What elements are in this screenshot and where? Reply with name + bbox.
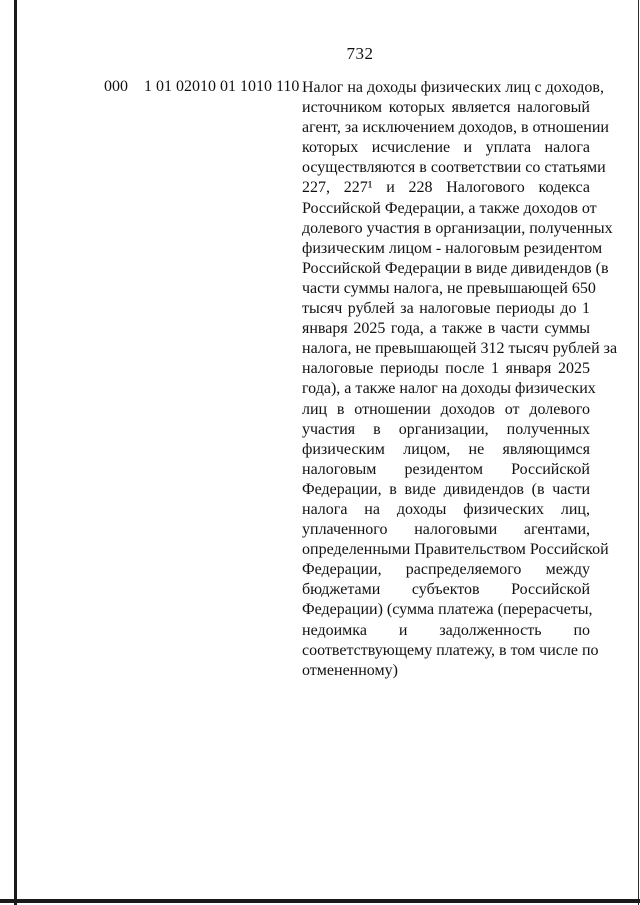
- budget-classification-code: 1 01 02010 01 1010 110: [144, 78, 300, 95]
- description-line: которых исчисление и уплата налога: [302, 139, 590, 157]
- description-line: Федерации, в виде дивидендов (в части: [302, 480, 590, 498]
- description-line: соответствующему платежу, в том числе по: [302, 641, 599, 659]
- description-line: уплаченного налоговыми агентами,: [302, 521, 590, 539]
- description-line: налоговым резидентом Российской: [302, 460, 590, 478]
- description-line: тысяч рублей за налоговые периоды до 1: [302, 300, 590, 318]
- description-line: долевого участия в организации, полученных: [302, 219, 613, 237]
- description-line: лиц в отношении доходов от долевого: [302, 400, 590, 418]
- description-line: отмененному): [302, 661, 398, 679]
- description-line: налога на доходы физических лиц,: [302, 500, 590, 518]
- scan-border-right: [638, 0, 639, 905]
- description-line: физическим лицом - налоговым резидентом: [302, 239, 603, 257]
- description-line: 227, 227¹ и 228 Налогового кодекса: [302, 179, 590, 197]
- page-number: 732: [346, 44, 374, 63]
- description-line: Федерации) (сумма платежа (перерасчеты,: [302, 601, 593, 619]
- description-line: определенными Правительством Российской: [302, 541, 609, 559]
- description-line: агент, за исключением доходов, в отношении: [302, 119, 609, 137]
- description-line: физическим лицом, не являющимся: [302, 440, 590, 458]
- description-line: года), а также налог на доходы физических: [302, 380, 596, 398]
- description-line: участия в организации, полученных: [302, 420, 590, 438]
- income-description: [302, 78, 618, 681]
- description-line: бюджетами субъектов Российской: [302, 581, 590, 599]
- description-line: осуществляются в соответствии со статьями: [302, 159, 606, 177]
- description-line: Федерации, распределяемого между: [302, 561, 590, 579]
- description-line: Налог на доходы физических лиц с доходов,: [302, 79, 604, 96]
- description-line: января 2025 года, а также в части суммы: [302, 320, 590, 338]
- description-line: Российской Федерации в виде дивидендов (в: [302, 259, 609, 277]
- description-line: недоимка и задолженность по: [302, 621, 590, 639]
- description-line: части суммы налога, не превышающей 650: [302, 279, 596, 297]
- description-line: налоговые периоды после 1 января 2025: [302, 360, 590, 378]
- scan-border-left: [14, 0, 17, 905]
- scan-border-bottom: [0, 899, 640, 903]
- administrator-code: 000: [104, 78, 128, 95]
- description-line: Российской Федерации, а также доходов от: [302, 199, 597, 217]
- table-row: [104, 74, 618, 714]
- description-line: источником которых является налоговый: [302, 99, 590, 117]
- description-line: налога, не превышающей 312 тысяч рублей за: [302, 340, 618, 358]
